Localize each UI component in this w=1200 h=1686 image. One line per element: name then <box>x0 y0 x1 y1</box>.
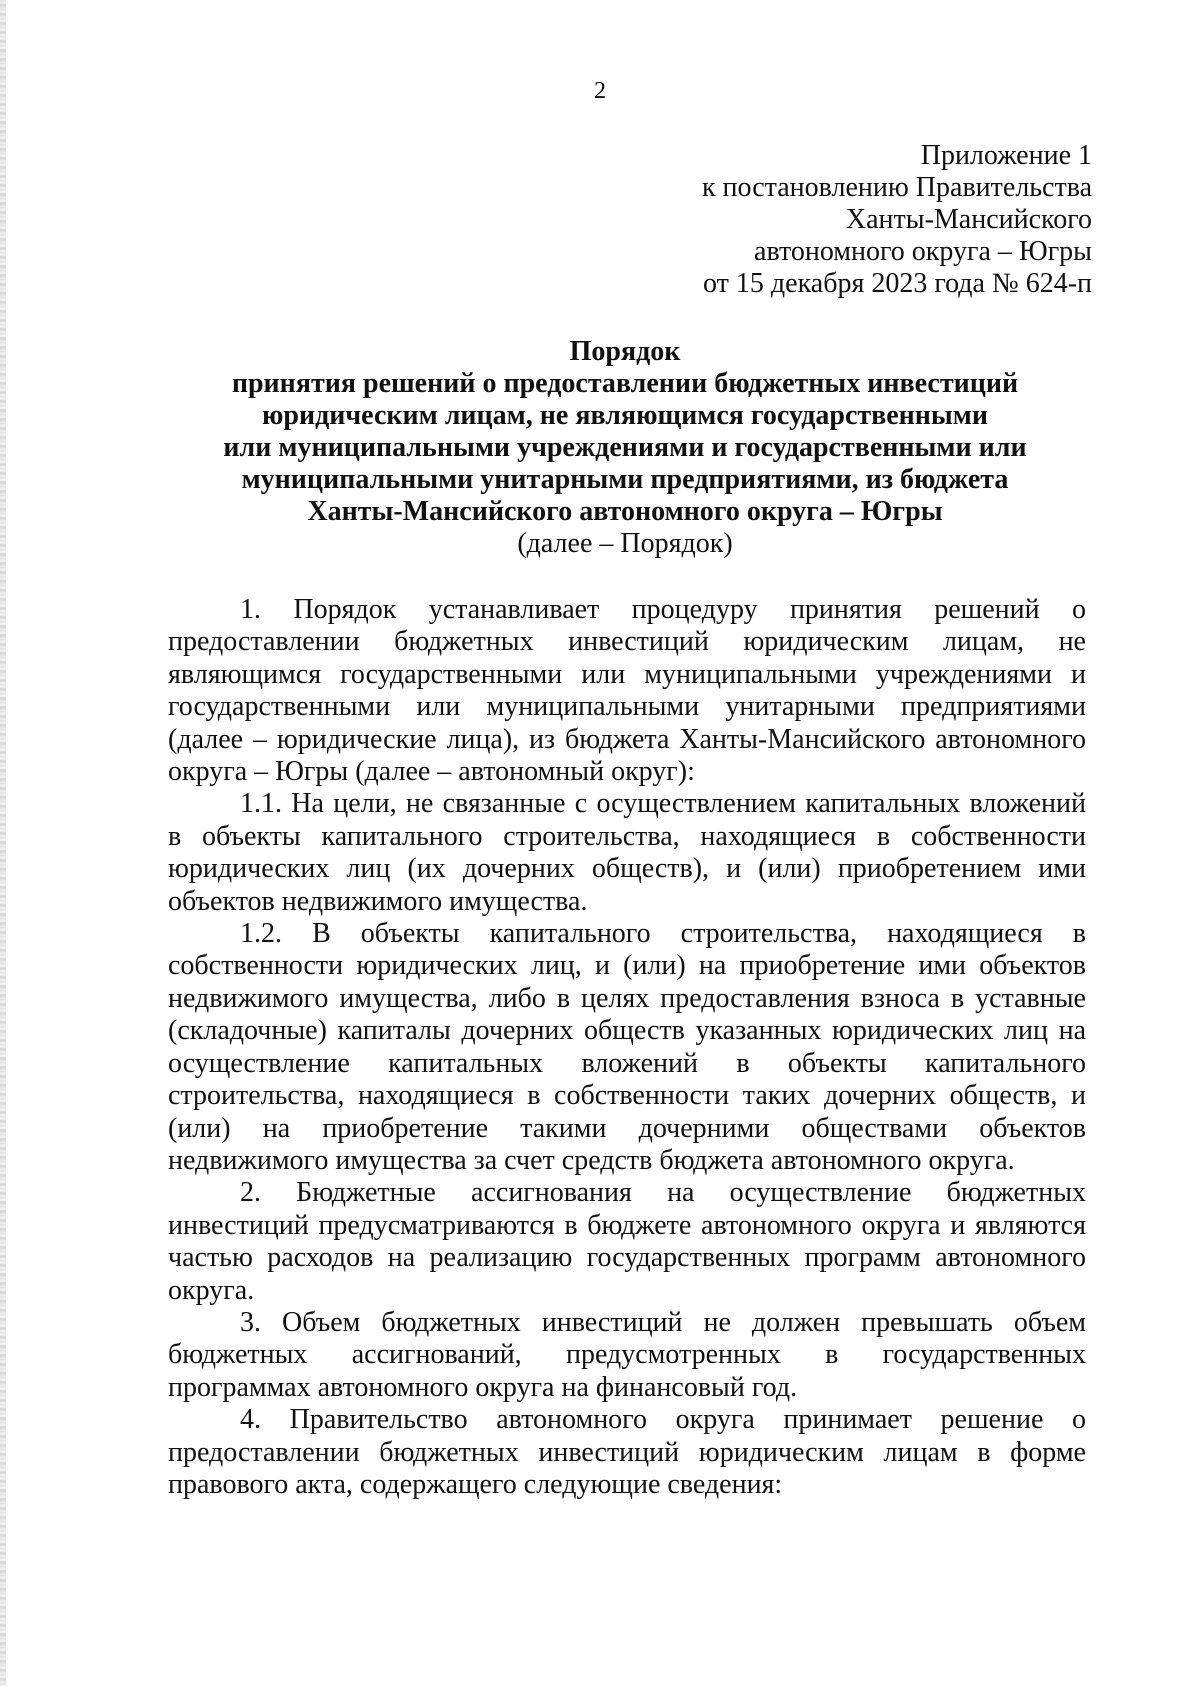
title-subline: (далее – Порядок) <box>517 528 733 559</box>
document-body <box>168 594 1086 1501</box>
appendix-line: от 15 декабря 2023 года № 624-п <box>703 268 1092 299</box>
title-line: или муниципальными учреждениями и государственными или <box>223 432 1027 463</box>
title-line: Порядок <box>569 336 681 367</box>
appendix-header <box>702 140 1092 300</box>
paragraph-2: 2. Бюджетные ассигнования на осуществление бюджетных инвестиций предусматриваются в бюджете автономного округа и являются частью расходов на реализацию государственных программ автономного округа. <box>168 1177 1086 1306</box>
title-line: принятия решений о предоставлении бюджетных инвестиций <box>231 368 1019 399</box>
paragraph-3: 3. Объем бюджетных инвестиций не должен превышать объем бюджетных ассигнований, предусмотренных в государственных программах автономного округа на финансовый год. <box>168 1306 1086 1403</box>
scan-edge <box>0 0 6 1686</box>
appendix-line: автономного округа – Югры <box>754 236 1092 267</box>
title-line: Ханты-Мансийского автономного округа – Югры <box>307 496 943 527</box>
appendix-line: Ханты-Мансийского <box>845 204 1092 235</box>
paragraph-1: 1. Порядок устанавливает процедуру принятия решений о предоставлении бюджетных инвестиций юридическим лицам, не являющимся государственными или муниципальными учреждениями и государственными или муниципальными унитарными предприятиями (далее – юридические лица), из бюджета Ханты-Мансийского автономного округа – Югры (далее – автономный округ): <box>168 594 1086 788</box>
appendix-line: к постановлению Правительства <box>701 172 1092 203</box>
appendix-line: Приложение 1 <box>920 140 1092 171</box>
document-title <box>150 336 1100 560</box>
paragraph-4: 4. Правительство автономного округа принимает решение о предоставлении бюджетных инвестиций юридическим лицам в форме правового акта, содержащего следующие сведения: <box>168 1404 1086 1500</box>
title-line: юридическим лицам, не являющимся государственными <box>261 400 989 431</box>
page-number: 2 <box>594 78 606 104</box>
paragraph-1-2: 1.2. В объекты капитального строительства, находящиеся в собственности юридических лиц, и (или) на приобретение ими объектов недвижимого имущества, либо в целях предоставления взноса в уставные (складочные) капиталы дочерних обществ указанных юридических лиц на осуществление капитальных вложений в объекты капитального строительства, находящиеся в собственности таких дочерних обществ, и (или) на приобретение такими дочерними обществами объектов недвижимого имущества за счет средств бюджета автономного округа. <box>168 918 1086 1176</box>
title-line: муниципальными унитарными предприятиями, из бюджета <box>241 464 1009 495</box>
paragraph-1-1: 1.1. На цели, не связанные с осуществлением капитальных вложений в объекты капитального строительства, находящиеся в собственности юридических лиц (их дочерних обществ), и (или) приобретением ими объектов недвижимого имущества. <box>168 788 1086 917</box>
